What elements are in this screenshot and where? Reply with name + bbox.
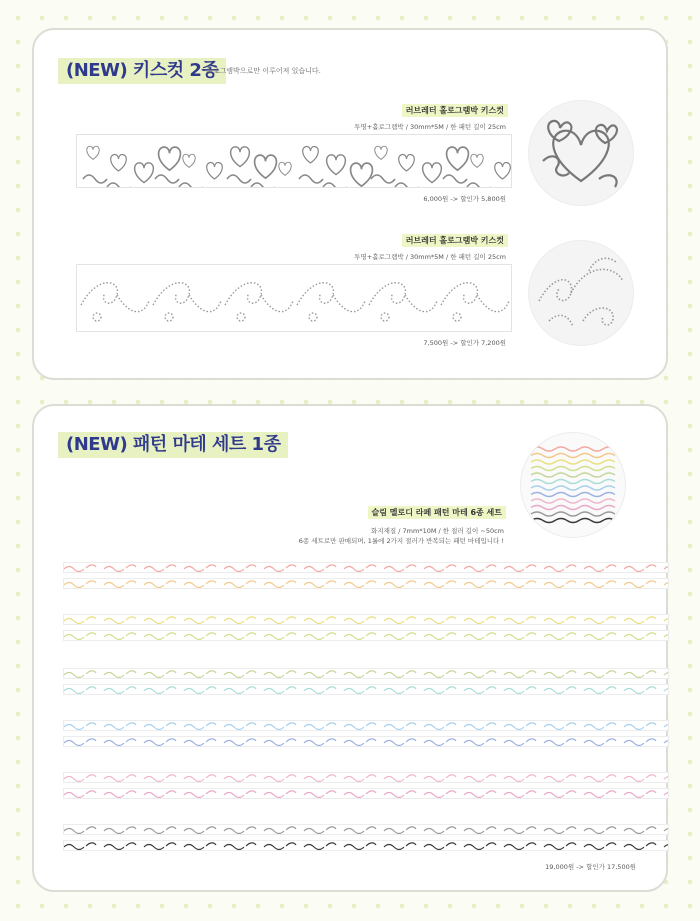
heart-pattern-icon bbox=[77, 135, 511, 187]
tape-strip bbox=[63, 684, 669, 695]
heart-pattern-strip bbox=[76, 134, 512, 188]
product-price: 6,000원 -> 할인가 5,800원 bbox=[423, 195, 506, 203]
tape-strip bbox=[63, 630, 669, 641]
section-heading-kisscut: (NEW) 키스컷 2종 bbox=[58, 58, 226, 84]
tape-strip bbox=[63, 736, 669, 747]
tape-price: 19,000원 -> 할인가 17,500원 bbox=[545, 863, 636, 871]
tape-strip bbox=[63, 824, 669, 835]
product-spec: 투명+홀로그램박 / 30mm*5M / 한 패턴 길이 25cm bbox=[354, 253, 506, 261]
kisscut-panel bbox=[32, 28, 668, 380]
tape-strip bbox=[63, 578, 669, 589]
tape-spec-2: 6종 세트로만 판매되며, 1롤에 2가지 절러가 반복되는 패턴 마테입니다 ! bbox=[298, 537, 504, 545]
product-price: 7,500원 -> 할인가 7,200원 bbox=[423, 339, 506, 347]
section-heading-tape: (NEW) 패턴 마테 세트 1종 bbox=[58, 432, 288, 458]
swirl-pattern-icon bbox=[77, 265, 511, 331]
tape-strip bbox=[63, 668, 669, 679]
heart-roll-icon bbox=[529, 101, 633, 205]
tape-strip bbox=[63, 720, 669, 731]
tape-strip bbox=[63, 772, 669, 783]
tape-spec-1: 화지재질 / 7mm*10M / 한 절러 길이 ~50cm bbox=[371, 527, 504, 535]
tape-strip bbox=[63, 614, 669, 625]
section-note: 홀로그램박으로만 이루어져 있습니다. bbox=[206, 67, 321, 75]
swirl-roll-image bbox=[528, 240, 634, 346]
product-name: 러브레터 홀로그램박 키스컷 bbox=[402, 104, 508, 117]
swirl-pattern-strip bbox=[76, 264, 512, 332]
tape-strip bbox=[63, 840, 669, 851]
heart-roll-image bbox=[528, 100, 634, 206]
product-spec: 투명+홀로그램박 / 30mm*5M / 한 패턴 길이 25cm bbox=[354, 123, 506, 131]
pattern-tape-panel bbox=[32, 404, 668, 892]
tape-set-icon bbox=[521, 433, 625, 537]
tape-strip bbox=[63, 788, 669, 799]
tape-set-image bbox=[520, 432, 626, 538]
tape-strip bbox=[63, 562, 669, 573]
tape-product-name: 슬림 멜로디 라페 패턴 마테 6종 세트 bbox=[368, 506, 506, 519]
swirl-roll-icon bbox=[529, 241, 633, 345]
product-name: 러브레터 홀로그램박 키스컷 bbox=[402, 234, 508, 247]
